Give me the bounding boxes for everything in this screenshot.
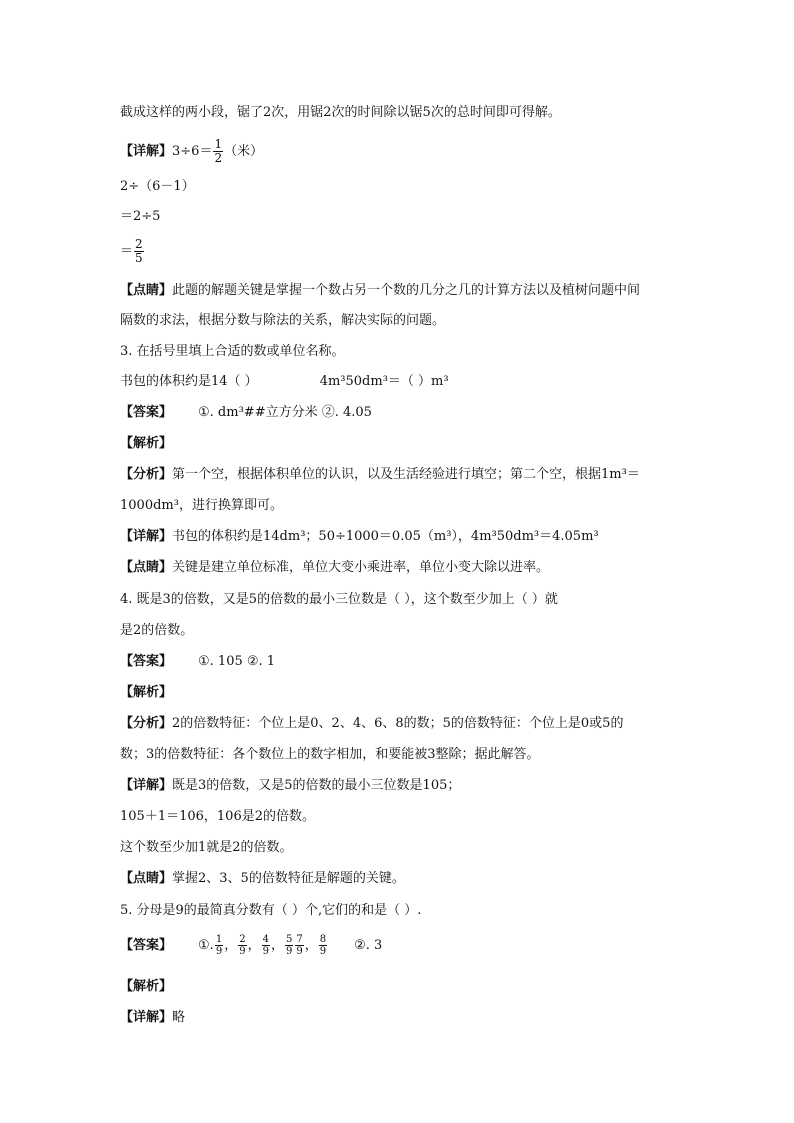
separator: ，: [247, 938, 261, 953]
detail-text: 既是3的倍数，又是5的倍数的最小三位数是105；: [172, 778, 461, 793]
analysis-label: 【解析】: [120, 436, 173, 451]
answer-text: ①. dm³##立方分米 ②. 4.05: [198, 405, 372, 420]
key-point-text: 此题的解题关键是掌握一个数占另一个数的几分之几的计算方法以及植树问题中间: [172, 283, 641, 298]
fraction: [285, 934, 293, 957]
text-line: 是2的倍数。: [120, 623, 194, 638]
equals-sign: ＝: [120, 244, 134, 259]
question-3-part-b: 4m³50dm³＝（ ）m³: [319, 374, 449, 389]
text-line: 这个数至少加1就是2的倍数。: [120, 840, 293, 855]
fraction: [213, 138, 223, 165]
text-line: 105＋1＝106，106是2的倍数。: [120, 809, 315, 824]
key-point-text: 掌握2、3、5的倍数特征是解题的关键。: [172, 871, 405, 886]
analysis-sub-label: 【分析】: [120, 467, 173, 482]
denominator: 5: [135, 251, 143, 265]
detail-line: [120, 528, 599, 546]
denominator: 9: [296, 946, 303, 957]
numerator: 1: [215, 934, 223, 945]
answer-prefix: ①.: [198, 938, 214, 953]
key-point-label: 【点睛】: [120, 283, 173, 298]
question-3-part-a: 书包的体积约是14（ ）: [120, 374, 258, 389]
denominator: 2: [214, 151, 223, 165]
answer-label: 【答案】: [120, 938, 173, 953]
answer-line: [120, 934, 382, 957]
text-line: 数；3的倍数特征：各个数位上的数字相加，和要能被3整除；据此解答。: [120, 747, 540, 762]
fraction: [215, 934, 223, 957]
detail-label: 【详解】: [120, 144, 173, 159]
key-point-line: [120, 559, 549, 577]
key-point-line: [120, 870, 405, 888]
analysis-text: 2的倍数特征：个位上是0、2、4、6、8的数；5的倍数特征：个位上是0或5的: [172, 716, 624, 731]
denominator: 9: [215, 946, 223, 957]
detail-label: 【详解】: [120, 1010, 173, 1025]
fraction: [295, 934, 303, 957]
denominator: 9: [285, 946, 293, 957]
numerator: 7: [296, 934, 303, 945]
analysis-sub-label: 【分析】: [120, 716, 173, 731]
answer-line: [120, 653, 275, 671]
numerator: 2: [239, 934, 246, 945]
answer-text: ①. 105 ②. 1: [198, 654, 276, 669]
answer-line: [120, 404, 372, 422]
denominator: 9: [239, 946, 246, 957]
question-5-title: 5. 分母是9的最简真分数有（ ）个,它们的和是（ ）.: [120, 903, 422, 918]
separator: ，: [224, 938, 238, 953]
question-4-title: 4. 既是3的倍数，又是5的倍数的最小三位数是（ ），这个数至少加上（ ）就: [120, 592, 558, 607]
detail-line: [120, 777, 460, 795]
text-line: 截成这样的两小段，锯了2次，用锯2次的时间除以锯5次的总时间即可得解。: [120, 105, 561, 120]
key-point-text: 关键是建立单位标准，单位大变小乘进率，单位小变大除以进率。: [172, 560, 550, 575]
detail-line: [120, 138, 263, 165]
denominator: 9: [262, 946, 269, 957]
fraction-line: [120, 238, 145, 265]
detail-text: 略: [172, 1010, 186, 1025]
analysis-line: [120, 715, 623, 733]
separator: ，: [304, 938, 318, 953]
fraction: [238, 934, 246, 957]
fraction: [319, 934, 327, 957]
numerator: 5: [285, 934, 293, 945]
text-line: 隔数的求法，根据分数与除法的关系，解决实际的问题。: [120, 313, 446, 328]
analysis-label: 【解析】: [120, 979, 173, 994]
text-line: 2÷（6－1）: [120, 179, 195, 194]
text-line: 1000dm³，进行换算即可。: [120, 498, 283, 513]
key-point-label: 【点睛】: [120, 560, 173, 575]
question-3-blanks: [120, 373, 449, 391]
key-point-line: [120, 282, 640, 300]
unit: （米）: [224, 144, 264, 159]
fraction: [262, 934, 270, 957]
analysis-line: [120, 466, 640, 484]
numerator: 2: [135, 237, 143, 251]
answer-text: ②. 3: [354, 938, 383, 953]
separator: ，: [270, 938, 284, 953]
analysis-text: 第一个空，根据体积单位的认识，以及生活经验进行填空；第二个空，根据1m³＝: [172, 467, 640, 482]
numerator: 4: [262, 934, 269, 945]
fraction: [134, 238, 144, 265]
text-line: ＝2÷5: [120, 209, 161, 224]
question-3-title: 3. 在括号里填上合适的数或单位名称。: [120, 344, 345, 359]
fraction-list: [214, 934, 328, 957]
detail-label: 【详解】: [120, 778, 173, 793]
key-point-label: 【点睛】: [120, 871, 173, 886]
numerator: 8: [319, 934, 327, 945]
denominator: 9: [319, 946, 327, 957]
expression: 3÷6＝: [172, 144, 213, 159]
detail-text: 书包的体积约是14dm³；50÷1000＝0.05（m³），4m³50dm³＝4.05m³: [172, 529, 599, 544]
answer-label: 【答案】: [120, 654, 173, 669]
answer-label: 【答案】: [120, 405, 173, 420]
numerator: 1: [214, 137, 223, 151]
detail-line: [120, 1009, 185, 1027]
detail-label: 【详解】: [120, 529, 173, 544]
analysis-label: 【解析】: [120, 685, 173, 700]
